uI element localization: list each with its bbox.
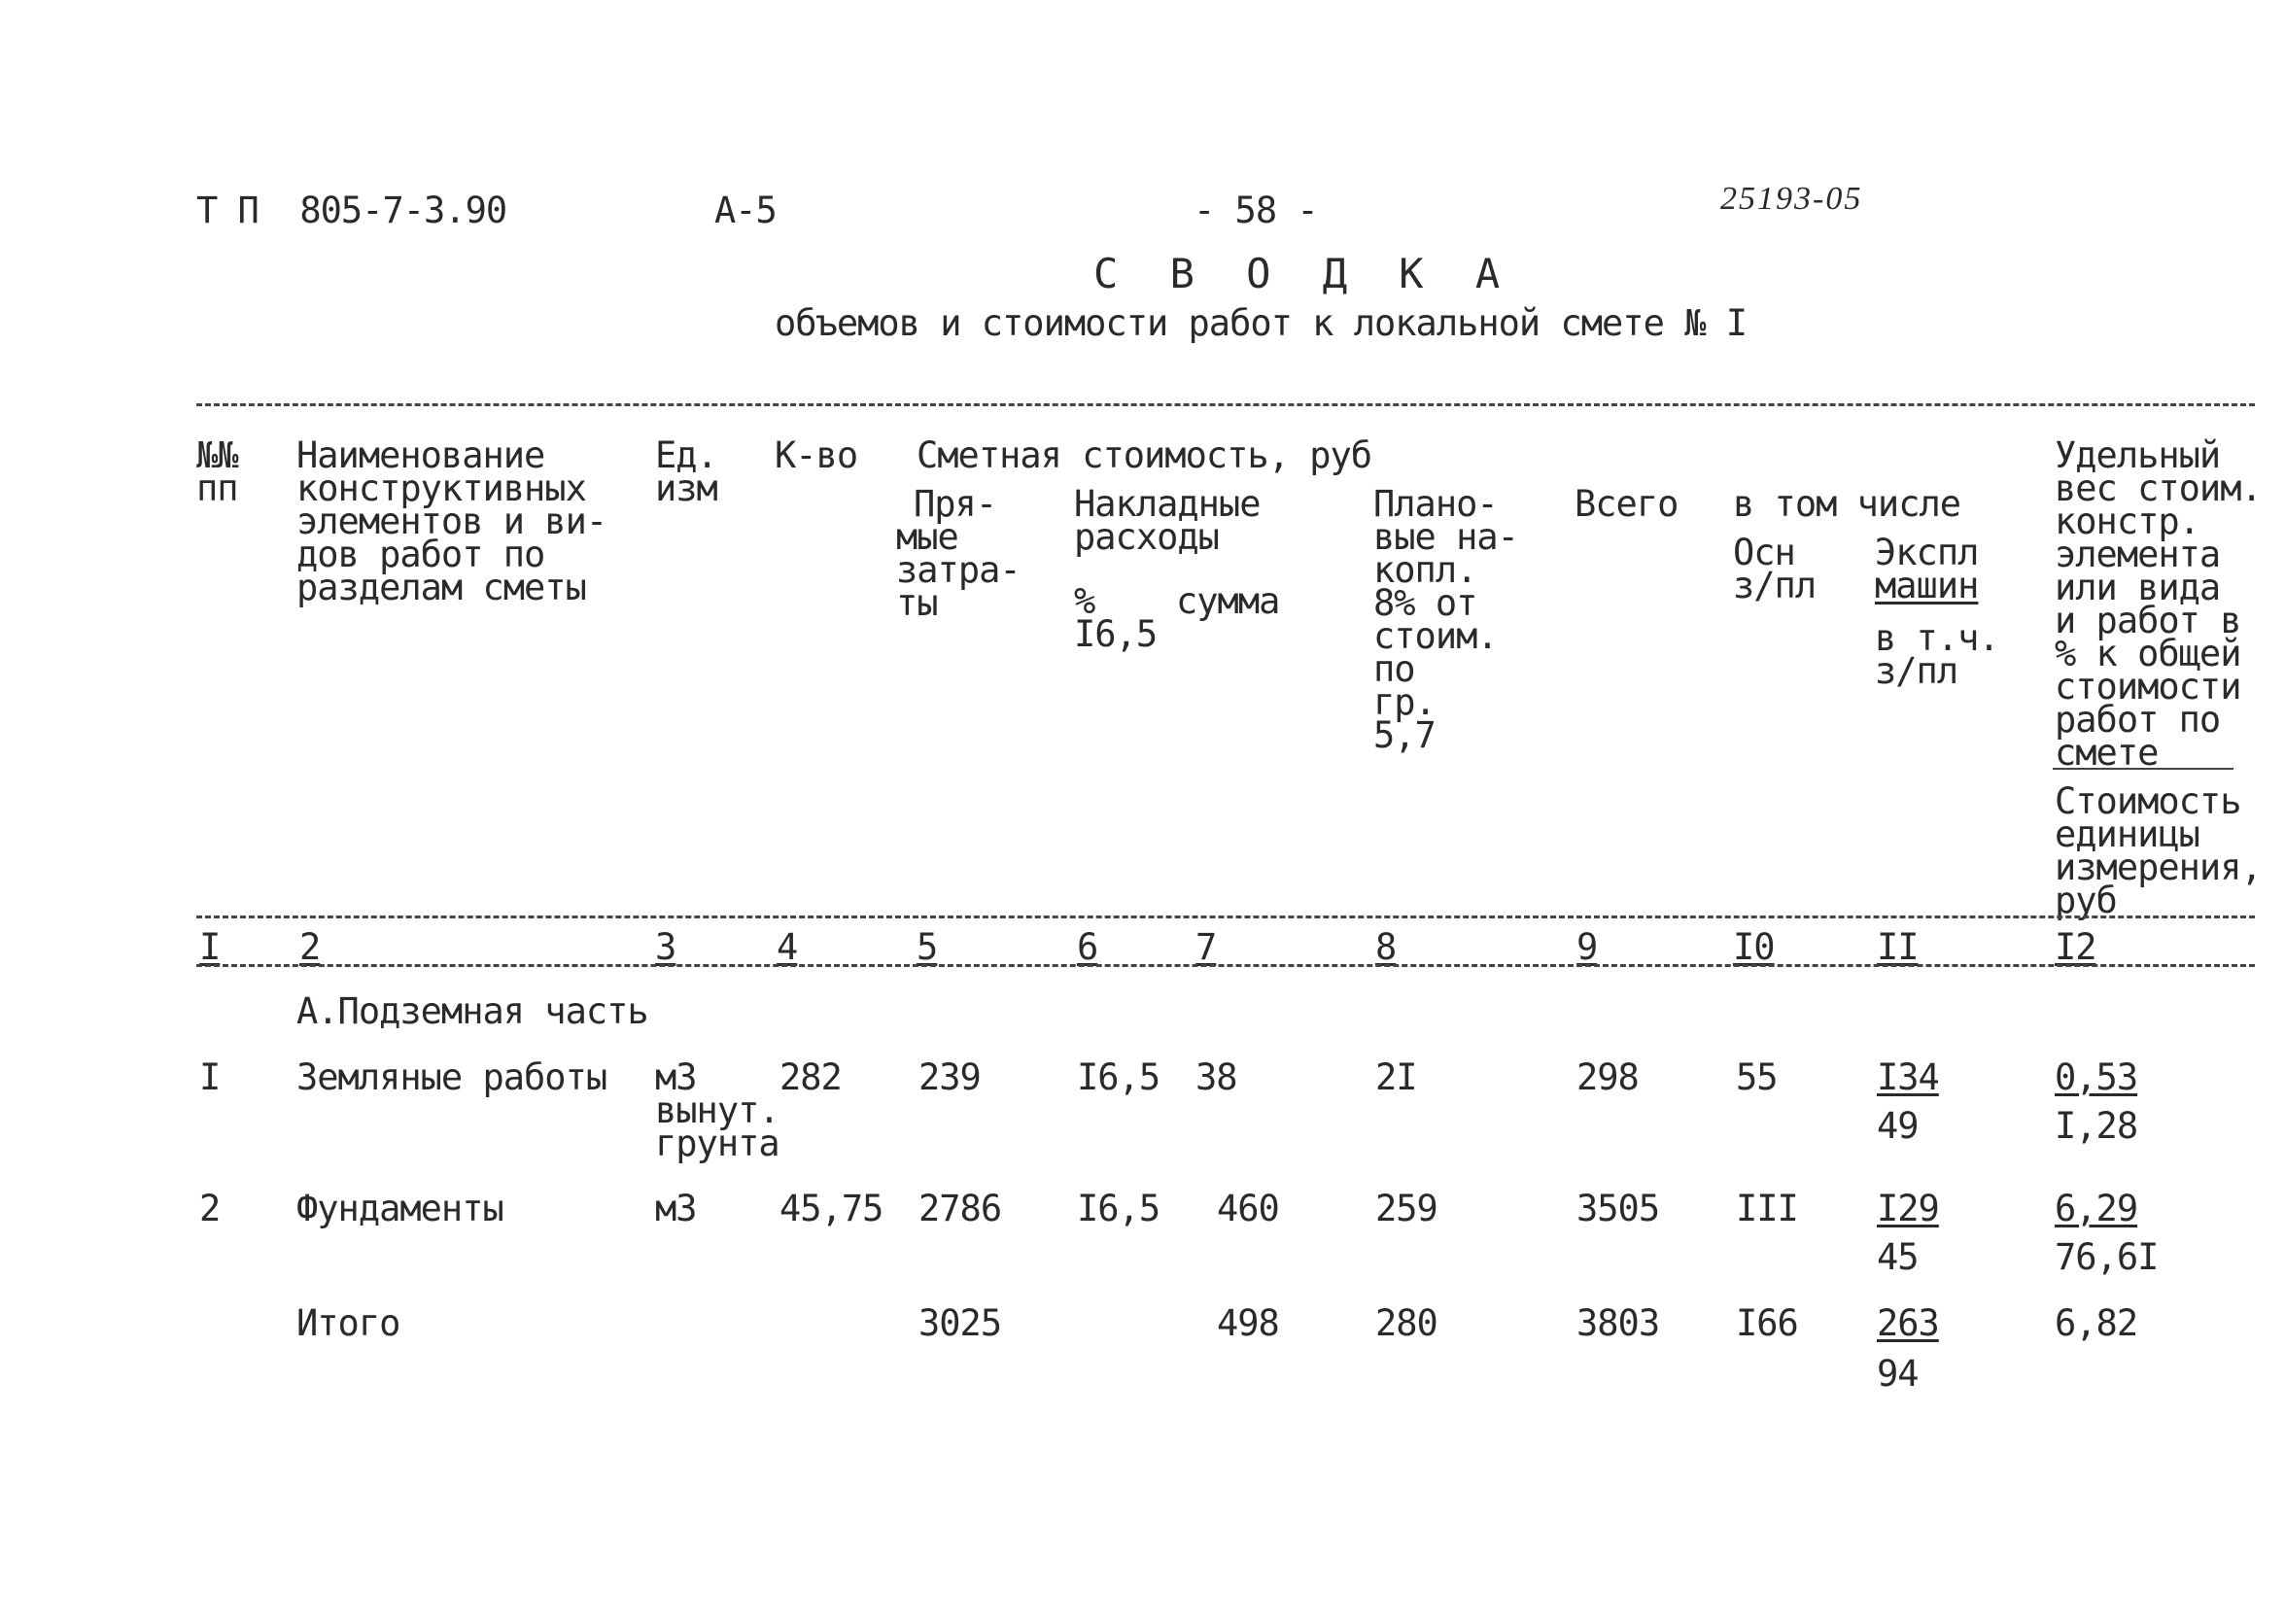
header-overhead-pct-symbol: %: [1074, 580, 1095, 622]
header-overhead-line2: расходы: [1074, 516, 1219, 558]
totals-machine: 263: [1877, 1302, 1939, 1344]
column-number: 5: [917, 926, 938, 968]
column-number: 7: [1195, 926, 1217, 968]
column-number: 6: [1077, 926, 1098, 968]
row-machine: I34: [1877, 1056, 1939, 1098]
header-unitcost-line1: Стоимость: [2055, 780, 2241, 822]
project-code: Т П 805-7-3.90: [196, 190, 507, 231]
header-name-line3: элементов и ви-: [296, 501, 607, 542]
header-bottom-rule: [196, 916, 2255, 918]
header-direct-line4: ты: [896, 582, 938, 624]
header-planned-line2: вые на-: [1373, 516, 1518, 558]
header-planned-line6: по: [1373, 648, 1415, 690]
row-overhead-sum: 38: [1195, 1056, 1237, 1098]
column-number: I0: [1733, 926, 1775, 968]
row-qty: 282: [779, 1056, 842, 1098]
header-direct-line3: затра-: [896, 549, 1021, 591]
row-wages: 55: [1736, 1056, 1778, 1098]
row-planned: 259: [1375, 1188, 1437, 1229]
header-wages-line1: Осн: [1733, 532, 1795, 573]
totals-direct: 3025: [918, 1302, 1002, 1344]
header-cost-group: Сметная стоимость, руб: [917, 434, 1372, 476]
header-name-line2: конструктивных: [296, 467, 586, 509]
column-number: I2: [2055, 926, 2096, 968]
column-number: 4: [777, 926, 798, 968]
row-share: 6,29: [2055, 1188, 2138, 1229]
totals-overhead-sum: 498: [1217, 1302, 1279, 1344]
totals-total: 3803: [1576, 1302, 1660, 1344]
totals-share: 6,82: [2055, 1302, 2138, 1344]
row-name: Земляные работы: [296, 1056, 607, 1098]
header-share-line1: Удельный: [2055, 434, 2221, 476]
header-share-line10: смете: [2055, 732, 2159, 774]
row-direct: 239: [918, 1056, 981, 1098]
column-number: 2: [299, 926, 321, 968]
row-unit-cost: I,28: [2055, 1105, 2138, 1147]
header-machine-sub-line2: з/пл: [1875, 650, 1958, 692]
header-name-line1: Наименование: [296, 434, 545, 476]
column-number: II: [1877, 926, 1919, 968]
header-planned-line5: стоим.: [1373, 615, 1498, 657]
header-unitcost-line3: измерения,: [2055, 847, 2262, 888]
page-number: - 58 -: [1194, 190, 1318, 231]
header-share-line2: вес стоим.: [2055, 467, 2262, 509]
row-unit-line1: м3: [655, 1056, 697, 1098]
row-no: 2: [199, 1188, 221, 1229]
row-wages: III: [1736, 1188, 1798, 1229]
row-share: 0,53: [2055, 1056, 2138, 1098]
row-planned: 2I: [1375, 1056, 1417, 1098]
row-name: Фундаменты: [296, 1188, 503, 1229]
header-overhead-sum: сумма: [1176, 580, 1280, 622]
header-direct-line1: Пря-: [914, 483, 997, 525]
table-top-rule: [196, 403, 2255, 406]
row-overhead-pct: I6,5: [1077, 1056, 1160, 1098]
header-unitcost-line2: единицы: [2055, 813, 2199, 855]
header-share-line5: или вида: [2055, 567, 2221, 608]
row-total: 298: [1576, 1056, 1639, 1098]
header-overhead-pct-value: I6,5: [1074, 613, 1158, 655]
totals-planned: 280: [1375, 1302, 1437, 1344]
header-unit-line2: изм: [655, 467, 717, 509]
row-machine: I29: [1877, 1188, 1939, 1229]
header-direct-line2: мые: [896, 516, 958, 558]
totals-wages: I66: [1736, 1302, 1798, 1344]
header-planned-line1: Плано-: [1373, 483, 1498, 525]
header-planned-line3: копл.: [1373, 549, 1477, 591]
column-number: 9: [1576, 926, 1598, 968]
header-planned-line8: 5,7: [1373, 714, 1436, 756]
totals-machine-wages: 94: [1877, 1353, 1919, 1395]
album-label: А-5: [714, 190, 777, 231]
document-title: С В О Д К А: [1093, 250, 1514, 297]
column-number: 8: [1375, 926, 1397, 968]
header-name-line5: разделам сметы: [296, 567, 586, 608]
header-planned-line7: гр.: [1373, 681, 1436, 723]
header-incl-group: в том числе: [1733, 483, 1961, 525]
header-total: Всего: [1575, 483, 1679, 525]
header-planned-line4: 8% от: [1373, 582, 1477, 624]
row-overhead-sum: 460: [1217, 1188, 1279, 1229]
row-machine-wages: 45: [1877, 1236, 1919, 1278]
header-overhead-line1: Накладные: [1074, 483, 1261, 525]
header-machine-line2: машин: [1875, 565, 1979, 606]
row-qty: 45,75: [779, 1188, 883, 1229]
header-wages-line2: з/пл: [1733, 565, 1817, 606]
row-direct: 2786: [918, 1188, 1002, 1229]
header-share-line4: элемента: [2055, 534, 2221, 575]
header-name-line4: дов работ по: [296, 534, 545, 575]
column-number: 3: [655, 926, 676, 968]
header-share-line3: констр.: [2055, 501, 2199, 542]
row-machine-wages: 49: [1877, 1105, 1919, 1147]
header-unitcost-line4: руб: [2055, 880, 2117, 921]
row-overhead-pct: I6,5: [1077, 1188, 1160, 1229]
header-machine-line1: Экспл: [1875, 532, 1979, 573]
document-subtitle: объемов и стоимости работ к локальной смете № I: [775, 302, 1747, 344]
row-unit-line1: м3: [655, 1188, 697, 1229]
row-no: I: [199, 1056, 221, 1098]
totals-label: Итого: [296, 1302, 400, 1344]
row-unit-line2: вынут.: [655, 1089, 779, 1131]
header-no-line2: пп: [196, 467, 238, 509]
column-number: I: [199, 926, 221, 968]
section-title: А.Подземная часть: [296, 990, 648, 1032]
header-machine-sub-line1: в т.ч.: [1875, 617, 1999, 659]
handwritten-number: 25193-05: [1720, 181, 1863, 217]
header-share-divider: [2053, 768, 2233, 770]
row-total: 3505: [1576, 1188, 1660, 1229]
column-numbers-rule: [196, 964, 2255, 967]
row-unit-cost: 76,6I: [2055, 1236, 2159, 1278]
header-share-line9: работ по: [2055, 699, 2221, 741]
header-share-line8: стоимости: [2055, 666, 2241, 708]
row-unit-line3: грунта: [655, 1123, 779, 1164]
header-share-line7: % к общей: [2055, 633, 2241, 674]
header-unit-line1: Ед.: [655, 434, 717, 476]
header-share-line6: и работ в: [2055, 600, 2241, 641]
header-no-line1: №№: [196, 434, 238, 476]
header-qty: К-во: [775, 434, 858, 476]
